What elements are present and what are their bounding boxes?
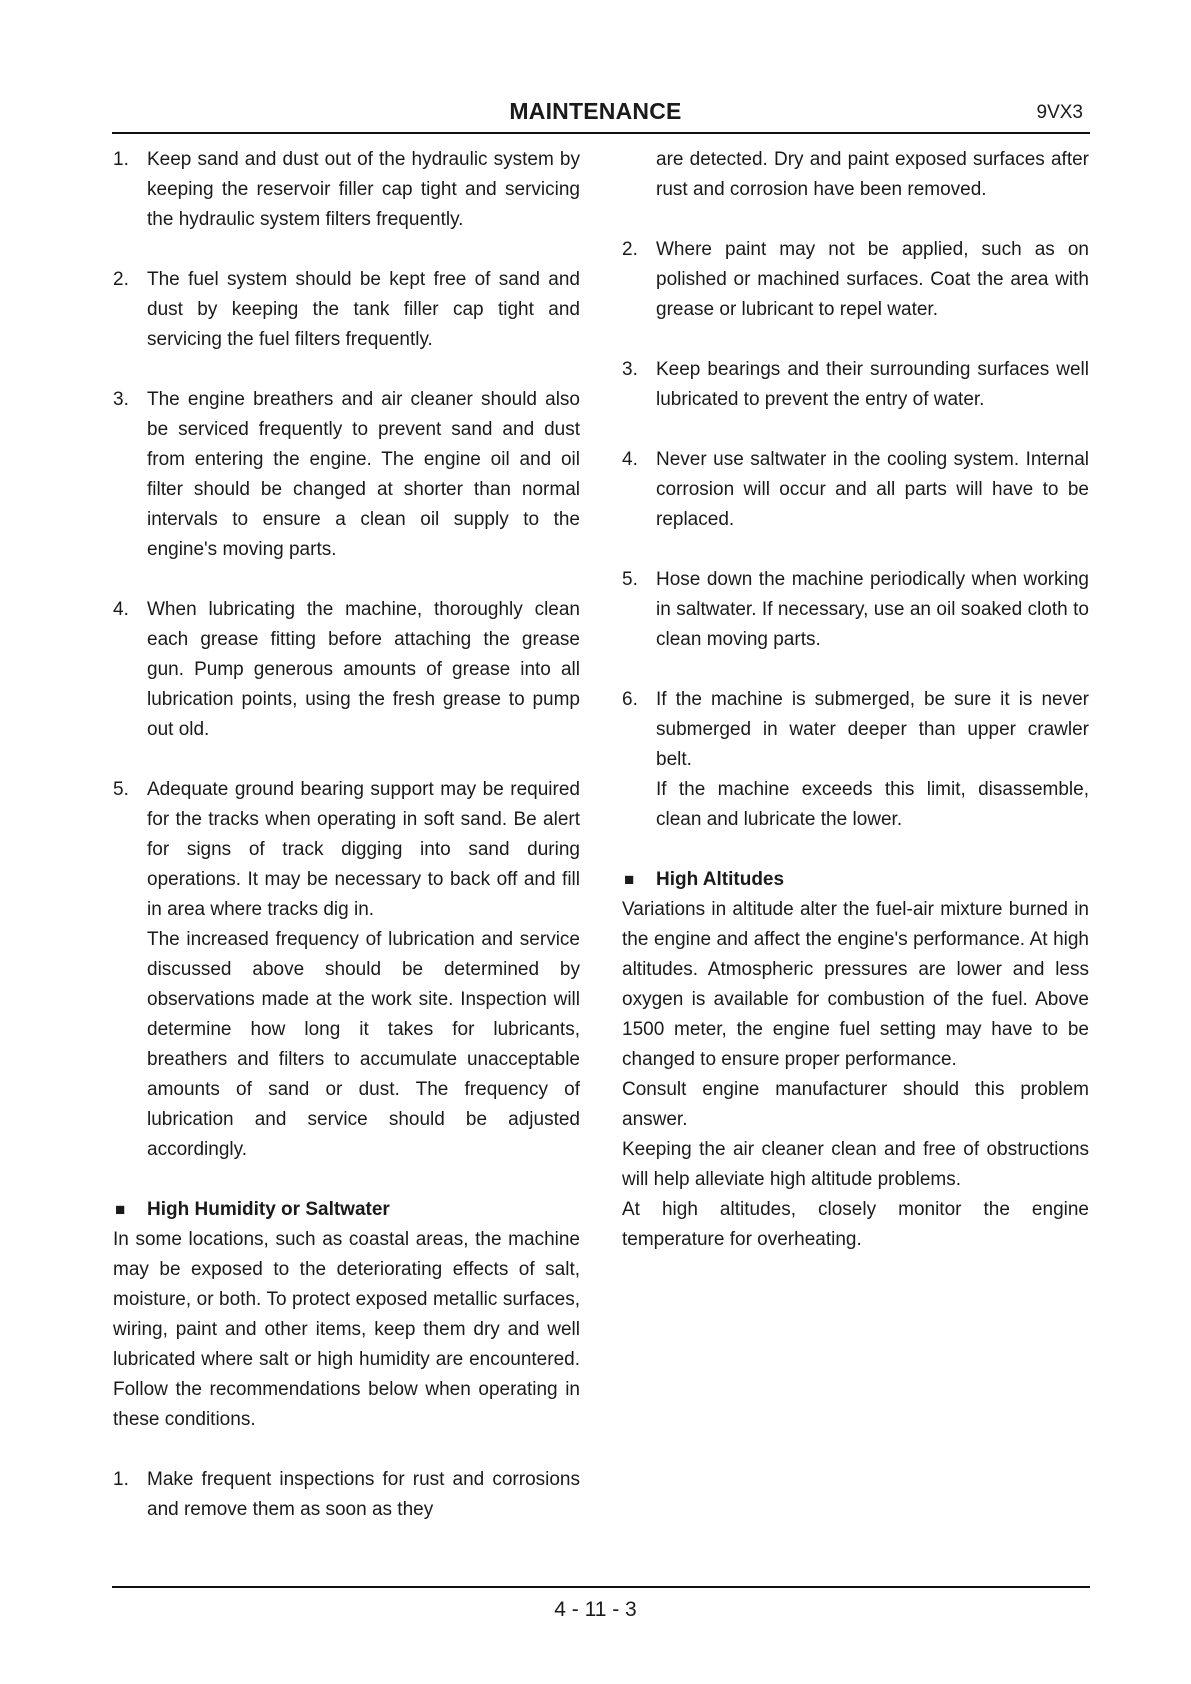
page-number: 4 - 11 - 3 [554,1598,637,1621]
list-item [113,385,580,565]
document-code: 9VX3 [1036,102,1083,123]
list-item [622,445,1089,535]
list-number: 1. [113,1469,129,1490]
left-column [113,145,580,1525]
list-text: Never use saltwater in the cooling system. Internal corrosion will occur and all parts will have to be replaced. [656,449,1089,530]
list-text-continued: are detected. Dry and paint exposed surfaces after rust and corrosion have been removed. [656,149,1089,200]
list-item [113,265,580,355]
list-text: Hose down the machine periodically when working in saltwater. If necessary, use an oil soaked cloth to clean moving parts. [656,569,1089,650]
list-number: 6. [622,689,638,710]
list-number: 4. [622,449,638,470]
list-item [113,595,580,745]
list-number: 5. [113,779,129,800]
section-heading-altitude [622,865,1089,895]
list-text: Adequate ground bearing support may be required for the tracks when operating in soft sand. Be alert for signs of track digging into sand during operations. It may be necessary to back off and fill in area where tracks dig in. [147,779,580,920]
list-item [113,1465,580,1525]
list-item [622,235,1089,325]
list-text: If the machine is submerged, be sure it is never submerged in water deeper than upper crawler belt. [656,689,1089,770]
list-text: Make frequent inspections for rust and corrosions and remove them as soon as they [147,1469,580,1520]
altitude-paragraph: Consult engine manufacturer should this problem answer. [622,1079,1089,1130]
list-number: 2. [113,269,129,290]
humidity-list-continued [622,235,1089,835]
list-number: 1. [113,149,129,170]
list-item [622,685,1089,835]
list-text: The engine breathers and air cleaner should also be serviced frequently to prevent sand and dust from entering the engine. The engine oil and oil filter should be changed at shorter than normal intervals to ensure a clean oil supply to the engine's moving parts. [147,389,580,560]
list-text-continued: If the machine exceeds this limit, disassemble, clean and lubricate the lower. [656,779,1089,830]
list-item [113,775,580,1165]
footer-rule [112,1586,1090,1588]
list-item [622,565,1089,655]
list-number: 5. [622,569,638,590]
square-bullet-icon: ■ [115,1200,126,1219]
header-rule [112,132,1090,134]
list-item [622,355,1089,415]
section-heading-text: High Humidity or Saltwater [147,1199,390,1220]
page-title: MAINTENANCE [509,98,682,124]
sand-dust-list [113,145,580,1165]
list-number: 4. [113,599,129,620]
right-column [622,145,1089,1255]
humidity-intro: In some locations, such as coastal areas, the machine may be exposed to the deteriorating effects of salt, moisture, or both. To protect exposed metallic surfaces, wiring, paint and other items, keep them dry and well lubricated where salt or high humidity are encountered. Follow the recommendations below when operating in these conditions. [113,1229,580,1430]
list-item [113,145,580,235]
section-heading-humidity [113,1195,580,1225]
altitude-paragraph: Keeping the air cleaner clean and free of obstructions will help alleviate high altitude problems. [622,1139,1089,1190]
list-number: 3. [622,359,638,380]
section-heading-text: High Altitudes [656,869,785,890]
list-text: Keep sand and dust out of the hydraulic system by keeping the reservoir filler cap tight and servicing the hydraulic system filters frequently. [147,149,580,230]
list-text: Where paint may not be applied, such as on polished or machined surfaces. Coat the area with grease or lubricant to repel water. [656,239,1089,320]
list-number: 3. [113,389,129,410]
list-text: The fuel system should be kept free of sand and dust by keeping the tank filler cap tight and servicing the fuel filters frequently. [147,269,580,350]
list-text: When lubricating the machine, thoroughly clean each grease fitting before attaching the grease gun. Pump generous amounts of grease into all lubrication points, using the fresh grease to pump out old. [147,599,580,740]
altitude-paragraph: At high altitudes, closely monitor the engine temperature for overheating. [622,1199,1089,1250]
square-bullet-icon: ■ [624,870,635,889]
humidity-list [113,1465,580,1525]
list-text-continued: The increased frequency of lubrication and service discussed above should be determined by observations made at the work site. Inspection will determine how long it takes for lubricants, breathers and filters to accumulate unacceptable amounts of sand or dust. The frequency of lubrication and service should be adjusted accordingly. [147,929,580,1160]
list-number: 2. [622,239,638,260]
altitude-paragraph: Variations in altitude alter the fuel-air mixture burned in the engine and affect the engine's performance. At high altitudes. Atmospheric pressures are lower and less oxygen is available for combustion of the fuel. Above 1500 meter, the engine fuel setting may have to be changed to ensure proper performance. [622,899,1089,1070]
list-text: Keep bearings and their surrounding surfaces well lubricated to prevent the entry of water. [656,359,1089,410]
